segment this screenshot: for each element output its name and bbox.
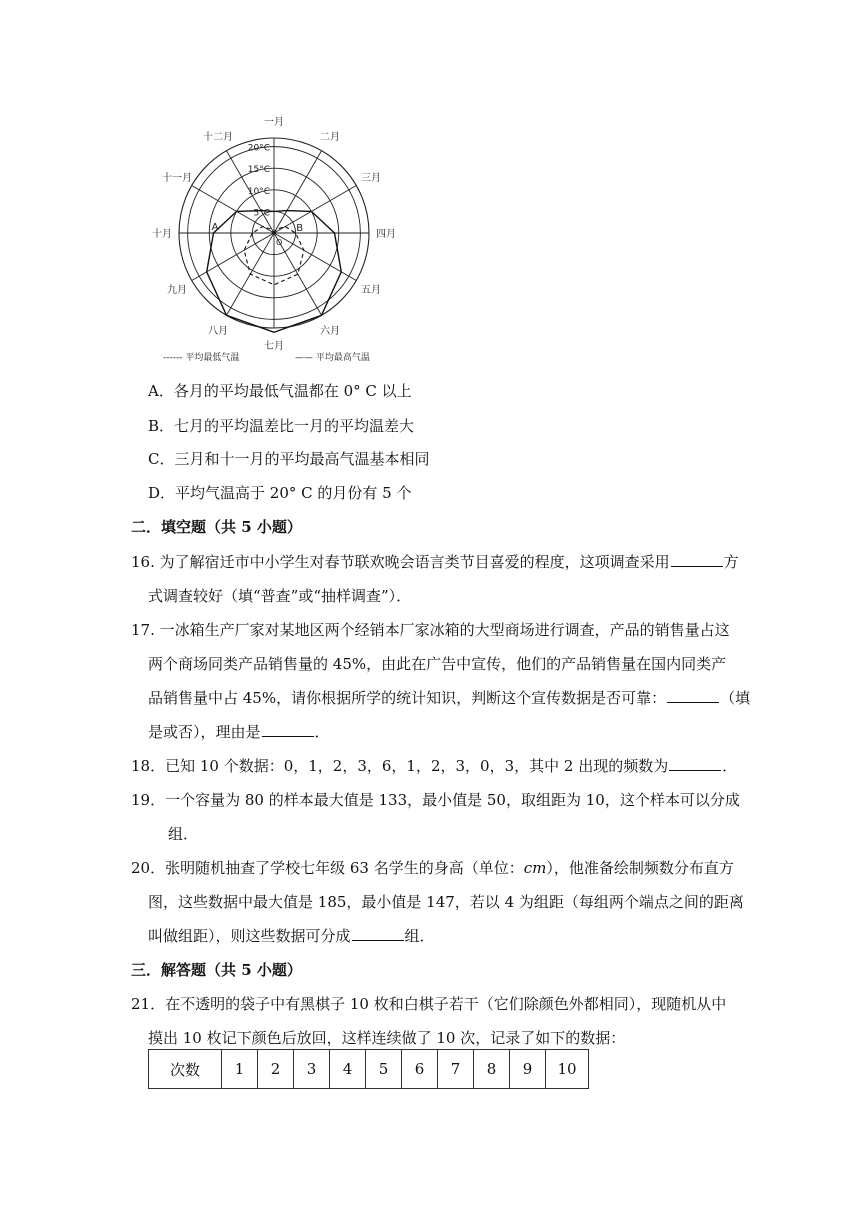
month-spoke [274, 151, 322, 233]
month-label: 六月 [320, 325, 340, 337]
ring-label: 20°C [247, 143, 270, 154]
q20-line-1 [131, 857, 734, 879]
month-spoke [274, 233, 356, 281]
option-d [148, 482, 411, 504]
q16-text-a: 16. 为了解宿迁市中小学生对春节联欢晚会语言类节目喜爱的程度，这项调查采用 [131, 553, 670, 571]
q19-line-2 [148, 823, 198, 845]
table-header-cell: 次数 [149, 1050, 222, 1089]
q20-line-3 [148, 925, 435, 947]
table-cell: 7 [438, 1050, 474, 1089]
legend-max-temp: —— 平均最高气温 [295, 353, 370, 363]
table-cell: 9 [510, 1050, 546, 1089]
q21-line-1: 21．在不透明的袋子中有黑棋子 10 枚和白棋子若干（它们除颜色外都相同），现随机从中 [131, 995, 727, 1013]
temperature-radar-chart [145, 113, 407, 367]
origin-label: O [276, 238, 283, 247]
question-18 [131, 755, 737, 777]
month-label: 一月 [264, 117, 284, 128]
q16-text-c: 式调查较好（填“普查”或“抽样调查”）． [148, 587, 412, 605]
q17-text-4b: ． [314, 723, 330, 741]
q20-text-3a: 叫做组距），则这些数据可分成 [148, 927, 351, 945]
q19-answer-blank[interactable] [149, 825, 167, 839]
q17-reliability-blank[interactable] [667, 688, 719, 703]
month-label: 七月 [264, 341, 284, 352]
option-c-key: C． [148, 450, 175, 468]
q20-answer-blank[interactable] [352, 926, 404, 941]
legend-min-temp: ------ 平均最低气温 [163, 353, 240, 363]
ring-label: 15°C [247, 165, 270, 176]
option-d-key: D． [148, 484, 176, 502]
month-label: 十一月 [162, 173, 193, 184]
q17-text-3a: 品销售量中占 45%，请你根据所学的统计知识，判断这个宣传数据是否可靠： [148, 689, 667, 707]
q18-answer-blank[interactable] [669, 756, 721, 771]
point-label-a: A [211, 222, 219, 233]
q18-text-b: ． [722, 757, 738, 775]
option-a-text: 各月的平均最低气温都在 0° C 以上 [173, 382, 412, 400]
option-a [148, 380, 412, 402]
option-b [148, 415, 414, 437]
option-d-text: 平均气温高于 20° C 的月份有 5 个 [175, 484, 412, 502]
ring-label: 5°C [253, 208, 270, 219]
q20-text-3b: 组． [404, 927, 435, 945]
q17-text-3b: （填 [720, 689, 751, 707]
month-label: 十二月 [203, 132, 233, 144]
q21-line-2: 摸出 10 枚记下颜色后放回，这样连续做了 10 次，记录了如下的数据： [148, 1029, 626, 1047]
point-label-b: B [296, 223, 304, 234]
q20-text-1b: ），他准备绘制频数分布直方 [546, 859, 734, 877]
option-c-text: 三月和十一月的平均最高气温基本相同 [174, 450, 430, 468]
question-16-line-1 [131, 551, 739, 573]
ring-label: 10°C [247, 186, 270, 197]
q17-line-1: 17. 一冰箱生产厂家对某地区两个经销本厂家冰箱的大型商场进行调查，产品的销售量占这 [131, 621, 730, 639]
table-cell: 1 [222, 1050, 258, 1089]
table-cell: 10 [546, 1050, 589, 1089]
month-label: 五月 [360, 285, 381, 296]
data-table [148, 1049, 589, 1089]
month-label: 九月 [167, 285, 188, 296]
q17-line-2: 两个商场同类产品销售量的 45%，由此在广告中宣传，他们的产品销售量在国内同类产 [148, 655, 727, 673]
q20-unit: cm [523, 859, 547, 877]
table-cell: 2 [258, 1050, 294, 1089]
section-3-title: 三．解答题（共 5 小题） [131, 961, 302, 979]
month-spoke [192, 233, 274, 281]
table-row [149, 1050, 589, 1089]
option-a-key: A． [148, 382, 174, 400]
q17-reason-blank[interactable] [262, 722, 314, 737]
table-cell: 4 [330, 1050, 366, 1089]
q17-text-4a: 是或否），理由是 [148, 723, 261, 741]
q19-text-2: 组． [168, 825, 199, 843]
q18-text-a: 18．已知 10 个数据：0，1，2，3，6，1，2，3，0，3，其中 2 出现的频数为 [131, 757, 669, 775]
q19-line-1: 19．一个容量为 80 的样本最大值是 133，最小值是 50，取组距为 10，这个样本可以分成 [131, 791, 740, 809]
table-cell: 5 [366, 1050, 402, 1089]
option-b-text: 七月的平均温差比一月的平均温差大 [174, 417, 415, 435]
q16-answer-blank[interactable] [671, 552, 723, 567]
table-cell: 3 [294, 1050, 330, 1089]
section-2-title: 二．填空题（共 5 小题） [131, 518, 302, 536]
month-label: 八月 [208, 325, 228, 337]
month-label: 四月 [376, 229, 396, 240]
q20-line-2: 图，这些数据中最大值是 185，最小值是 147，若以 4 为组距（每组两个端点之间的距离 [148, 893, 744, 911]
table-cell: 6 [402, 1050, 438, 1089]
month-label: 十月 [152, 229, 172, 240]
table-cell: 8 [474, 1050, 510, 1089]
option-b-key: B． [148, 417, 175, 435]
q20-text-1a: 20．张明随机抽查了学校七年级 63 名学生的身高（单位： [131, 859, 524, 877]
q16-text-b: 方 [723, 553, 739, 571]
month-label: 三月 [360, 173, 381, 184]
month-label: 二月 [320, 132, 340, 144]
q17-line-3 [148, 687, 750, 709]
month-spoke [274, 186, 356, 234]
option-c [148, 448, 430, 470]
q17-line-4 [148, 721, 330, 743]
